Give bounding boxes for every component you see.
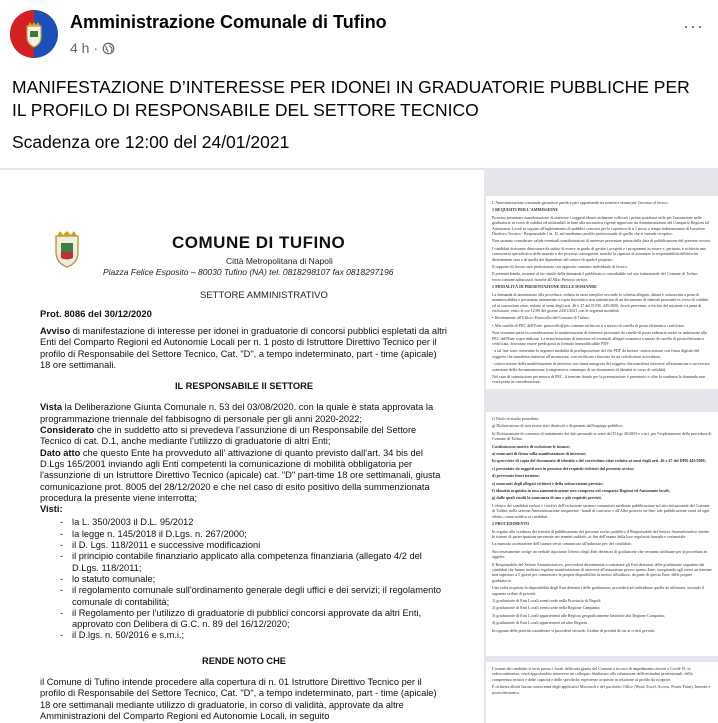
side-page-line: Costituiscono motivo di esclusione le istanze: (492, 443, 571, 449)
side-page-line: È richiesta altresì buona conoscenza degli applicativi Microsoft e del pacchetto Office (Word, Excel, Access, Power Point), Internet e posta elettronica. (492, 684, 711, 695)
doc-body (40, 326, 448, 723)
list-item: - il Regolamento per l'utilizzo di graduatorie di pubblici concorsi approvate da altri Enti, approvato con Delibera di G.C. n. 89 del 16/12/2020; (40, 608, 448, 631)
side-page-line: La mancata accettazione dell'istanza verrà comunicata all'indirizzo pec del candidato. (492, 541, 632, 547)
side-page-line: g) dalle quali risulti la mancanza di uno o più requisiti previsti. (492, 495, 602, 501)
doc-avviso: Avviso di manifestazione di interesse per idonei in graduatorie di concorsi pubblici espletati da altri Enti del Comparto Regioni ed Autonomie Locali per n. 1 posto di Istruttore Direttivo Tecnico per il profilo di Responsabile del Settore Tecnico, Cat. "D", a tempo indeterminato, part - time (apicale) 18 ore settimanali. (40, 326, 447, 370)
doc-visti: Visti: (40, 504, 63, 515)
doc-heading-rende-noto: RENDE NOTO CHE (201, 655, 287, 666)
side-page-line: 2) graduatorie di Enti Locali aventi sede nella Regione Campania; (492, 605, 601, 611)
side-page-line: 1 MODALITÀ DI PRESENTAZIONE DELLE DOMANDE (492, 284, 597, 290)
side-page-line: 4) graduatorie di Enti Locali appartenenti ad altre Regioni. (492, 620, 589, 626)
document-page-side-3[interactable] (486, 662, 718, 723)
side-page-line: 3) graduatorie di Enti Locali appartenenti alle Regioni geograficamente limitrofe alla Regione Campania; (492, 612, 665, 618)
side-page-line: f) idoneità acquisita in una amministrazione non compresa nel comparto Regioni ed Autonomie locali; (492, 488, 670, 494)
side-page-line: b) sprovviste di copia del documento di identità e del curriculum vitae redatto ai sensi degli artt. 46 e 47 del DPR 445/2000; (492, 458, 706, 464)
document-page-side-2[interactable] (486, 412, 718, 656)
doc-title: COMUNE DI TUFINO (172, 233, 346, 252)
side-page-line: f) Titolo di studio posseduto; (492, 416, 540, 421)
side-page-line: In ognuna delle priorità considerate si procederà secondo l'ordine di priorità di cui ai criteri previsti. (492, 627, 656, 633)
crest-icon (24, 22, 44, 48)
more-options-button[interactable]: ··· (683, 16, 704, 36)
side-page-line: 1 REQUISITI PER L'AMMISSIONE (492, 207, 559, 213)
side-page-line: h) Dichiarazione di consenso al trattamento dei dati personali ai sensi del D.Lgs 30/2003 e s.m.i. per l'espletamento della procedura di Comune di Tufino. (492, 430, 712, 442)
side-page-line: c) presentate da soggetti non in possesso dei requisiti richiesti dal presente avviso; (492, 465, 635, 471)
list-item: - lo statuto comunale; (40, 574, 448, 585)
side-page-line: g) Dichiarazione di non essere stati destituiti o dispensati dall'impiego pubblico; (492, 423, 624, 429)
list-item: - il D.lgs. n. 50/2016 e s.m.i.; (40, 630, 448, 641)
side-page-line: Il presente bando, insieme al fac-simile della domanda è pubblicato e consultabile sul sito istituzionale del Comune di Tufino: www.comune.tufino.na.it nonché all'Albo Pretorio on-line. (492, 271, 699, 282)
post-deadline: Scadenza ore 12:00 del 24/01/2021 (12, 132, 290, 152)
side-page-line: d) pervenute fuori termine; (492, 473, 540, 479)
document-page-side-1[interactable] (486, 196, 718, 389)
doc-rende-text: il Comune di Tufino intende procedere alla copertura di n. 01 Istruttore Direttivo Tecnico per il profilo di Responsabile del Settore Tecnico, Cat. "D", a tempo indeterminato, part - time (apicale) 18 ore settimanali mediante utilizzo di graduatorie, in corso di validità, approvate da altre Amministrazioni del Comparto Regioni ed Autonomie Locali, in seguito (40, 677, 437, 721)
doc-prot: Prot. 8086 del 30/12/2020 (40, 309, 152, 320)
side-page-line: L'elenco dei candidati esclusi e i motivi dell'esclusione saranno comunicati mediante pubblicazione sul sito istituzionale del Comune di Tufino, nella sezione Amministrazione trasparente - bandi di concorso e all'Albo pretorio on-line; tale pubblicazione varrà ad ogni effetto, come notifica ai candidati. (492, 502, 710, 519)
page-name[interactable]: Amministrazione Comunale di Tufino (70, 12, 387, 32)
side-page-line: L'Amministrazione comunale garantisce parità e pari opportunità tra uomini e donne per l'accesso al lavoro. (492, 200, 669, 205)
side-page-line: Il Responsabile del Settore Amministrativo, provvederà direttamente a contattare gli Enti detentori delle graduatorie segnalate dai candidati che hanno inoltrato regolare manifestazione di interesse all'assunzione presso questo Ente, assegnando agli stessi un termine non superiore a 5 giorni per comunicare la propria disponibilità in merito all'utilizzo, da parte di questo Ente, delle proprie graduatorie. (492, 561, 712, 583)
post-time[interactable]: 4 h (70, 40, 90, 56)
side-page-line: Non saranno considerate valide eventuali manifestazioni di interesse presentate prima della data di pubblicazione del presente avviso. (492, 238, 711, 244)
side-page-line: Una volta acquisita la disponibilità degli Enti detentori delle graduatorie, procederà ad individuare quella da utilizzare, secondo il seguente ordine di priorità: (492, 585, 705, 596)
document-page-main[interactable] (0, 170, 484, 723)
post-text: MANIFESTAZIONE D’INTERESSE PER IDONEI IN GRADUATORIE PUBBLICHE PER IL PROFILO DI RESPONSABILE DEL SETTORE TECNICO (12, 77, 690, 120)
side-page-line: e) mancanti degli allegati richiesti e della sottoscrizioni previste; (492, 480, 604, 486)
doc-heading-responsabile: IL RESPONSABILE II SETTORE (174, 381, 314, 392)
side-page-line: L'esame dei candidati si terrà presso i locali della sala giunta del Comune o in caso di impedimento dovuti a Covid-19, in videoconferenza, verrà approfondito attraverso un colloquio finalizzato alla valutazione delle attitudini professionali, della competenza tecnica e delle capacità e delle specifiche esperienze acquisite in relazione al profilo da ricoprire. (492, 666, 693, 682)
side-page-line: - sottoscrizione della manifestazione di interesse con firma autografa del soggetto che manifesta interesse all'assunzione e successiva scansione della documentazione (comprensiva comunque di un documento di identità in corso di validità). (492, 361, 710, 372)
side-page-line: Non verranno prese in considerazione le manifestazioni di interesse pervenute da caselle di posta ordinaria anche se indirizzate alla PEC dell'Ente sopra indicata. La manifestazione di interesse ed eventuali allegati trasmessi a mezzo di casella di posta elettronica certificata, dovranno essere predisposti in formato immodificabile PDF: (492, 330, 707, 346)
side-page-line: La domanda di ammissione alla procedura, redatta in carta semplice secondo lo schema allegato, datata e sottoscritta a pena di inammissibilità e presentata unitamente a copia fotostatica non autenticata di un documento di identità personale in corso di validità ed al curriculum vitae, redatto ai sensi degli artt. 46 e 47 del D.P.R. 445/2000, dovrà pervenire, a rischio del mittente e a pena di esclusione, entro le ore 12:00 del giorno 24/01/2021 con le seguenti modalità: (492, 291, 708, 313)
page-avatar[interactable] (10, 10, 58, 58)
side-page-line: a) mancanti di firma sulla manifestazione di interesse; (492, 451, 587, 457)
list-item: - il regolamento comunale sull'ordinamento generale degli uffici e dei servizi; il regolamento comunale di contabilità; (40, 585, 448, 608)
side-page-line: 2 PROCEDIMENTO (492, 521, 530, 527)
doc-settore: SETTORE AMMINISTRATIVO (200, 290, 328, 301)
list-item: - il D. Lgs. 118/2011 e successive modificazioni (40, 540, 448, 551)
side-page-line: Successivamente svolge un verbale riportante l'elenco degli Enti detentori di graduatorie che verranno utilizzate per la procedura in oggetto. (492, 548, 708, 560)
list-item: - la legge n. 145/2018 il D.Lgs. n. 267/2000; (40, 529, 448, 540)
side-page-line: I candidati dovranno dimostrare da subito di essere in grado di gestire i progetti e i programmi in essere e, pertanto, è richiesta una conoscenza specialistica delle materie e dei processi conseguenti, nonché la capacità di assumere la responsabilità dell'attività direttamente resa e di quella dei dipendenti del settore di quale è preposto. (492, 245, 706, 262)
side-page-line: In seguito alla scadenza dei termini di pubblicazione del presente avviso pubblico il Responsabile del Settore Amministrativo emette le istanze di partecipazione pervenute nei termini suddetti, ai fini dell'esame della loro regolarità formale e sostanziale. (492, 528, 710, 539)
doc-address: Piazza Felice Esposito – 80030 Tufino (NA) tel. 0818298107 fax 0818297196 (103, 267, 394, 277)
doc-considerato: Considerato che in suddetto atto si prevedeva l’assunzione di un Responsabile del Settore Tecnico di cat. D.1, anche mediante l’utilizzo di graduatorie di altri Enti; (40, 425, 417, 447)
post-meta (70, 40, 115, 56)
doc-visti-list (40, 517, 448, 641)
side-page-line: Nel caso di trasmissione per mezzo di PEC, il termine fissato per la presentazione è perentorio e oltre la scadenza la domanda non verrà presa in considerazione. (492, 373, 705, 385)
side-page-line: 1) graduatorie di Enti Locali aventi sede nella Provincia di Napoli; (492, 597, 602, 603)
doc-dato-atto: Dato atto che questo Ente ha provveduto all' attivazione di quanto previsto dall'art. 34 bis del D.Lgs 165/2001 inviando agli Enti competenti la comunicazione di mobilità obbligatoria per l'assunzione di un Istruttore Direttivo Tecnico (apicale) cat. "D" part-time 18 ore settimanali, giusta comunicazione prot. 8005 del 28/12/2020 e che nel caso di esito positivo della summenzionata procedura la presente viene interrotta; (40, 447, 441, 503)
list-item: - il principio contabile finanziario applicato alla competenza finanziaria (allegato 4/2 del D.Lgs. 118/2011; (40, 551, 448, 574)
side-page-line: - a tal fine sono consentite le seguenti modalità di predisposizione del file PDF da inviare: sottoscrizione con firma digitale del soggetto che manifesta interesse all'assunzione, con certificato rilasciato da un certificatore accreditato; (492, 348, 700, 359)
doc-vista: Vista la Deliberazione Giunta Comunale n. 53 del 03/08/2020. con la quale è stata approvata la programmazione triennale del fabbisogno di personale per gli anni 2020-2022; (40, 402, 434, 424)
side-page-line: • Direttamente all'Ufficio Protocollo del Comune di Tufino; (492, 315, 590, 321)
list-item: - la L. 350/2003 il D.L. 95/2012 (40, 517, 448, 528)
meta-separator: · (93, 40, 99, 56)
side-page-line: Il rapporto di lavoro sarà perfezionato con apposito contratto individuale di lavoro. (492, 264, 628, 270)
globe-icon (102, 42, 115, 55)
side-page-line: Possono presentare manifestazione di interesse i soggetti idonei utilmente collocati i prima posizione utile per l'assunzione nelle graduatorie in corso di validità ed utilizzabili in base alla normativa vigente approvate da Amministrazioni del Comparto Regioni ed Autonomie Locali in seguito all'espletamento di pubblici concorsi per la copertura di n.1 posto a tempo indeterminato di Istruttore Direttivo Tecnico - Responsabile Cat. D, nel medesimo profilo professionale di quello che si intende ricoprire. (492, 214, 709, 237)
comune-crest-icon (52, 230, 82, 268)
doc-subtitle: Città Metropolitana di Napoli (226, 256, 333, 266)
side-page-line: • Alla casella di PEC dell'Ente: protocollo@pec.comune.tufino.na.it a mezzo di casella di posta elettronica certificata. (492, 322, 685, 328)
post-header (0, 0, 718, 68)
